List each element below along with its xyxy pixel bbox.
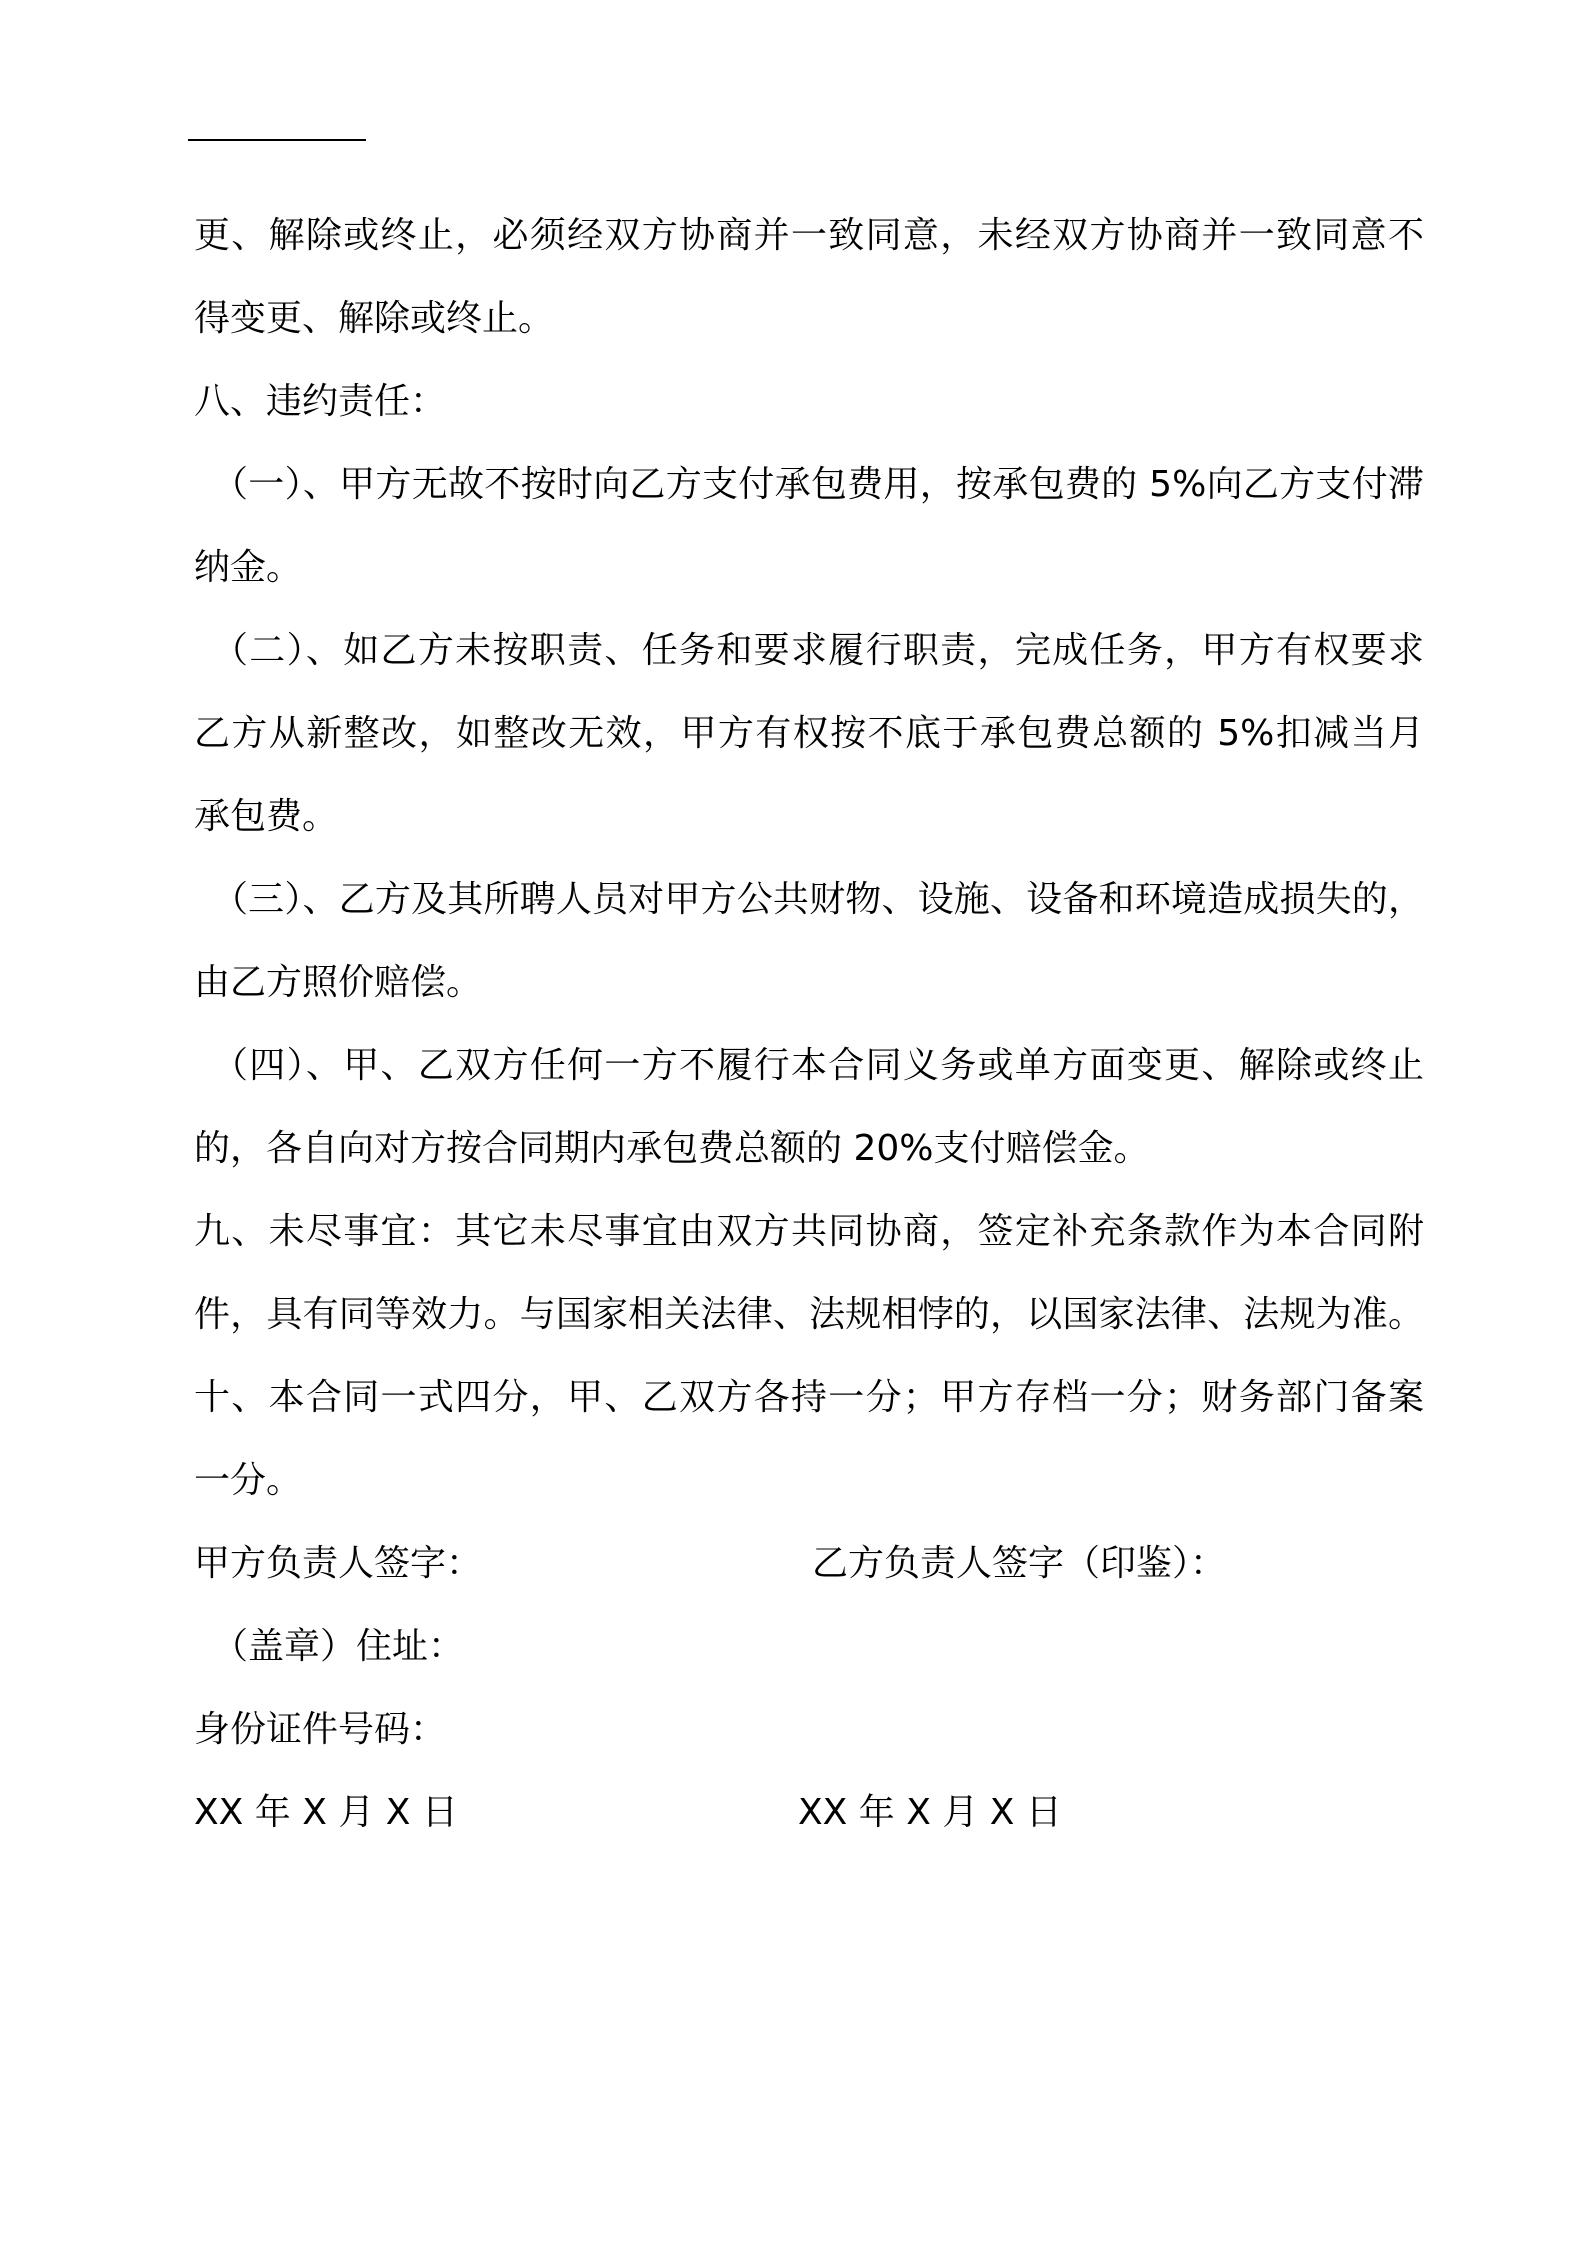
party-b-date: XX 年 X 月 X 日 [798, 1792, 1062, 1833]
paragraph-line: 由乙方照价赔偿。 [194, 962, 483, 1003]
paragraph-line: 得变更、解除或终止。 [194, 298, 555, 339]
document-body [194, 194, 1424, 1854]
party-a-signature-label: 甲方负责人签字： [194, 1543, 483, 1584]
paragraph-line: （一）、甲方无故不按时向乙方支付承包费用，按承包费的 5%向乙方支付滞 [212, 464, 1424, 505]
paragraph-line: 十、本合同一式四分，甲、乙双方各持一分；甲方存档一分；财务部门备案 [194, 1377, 1424, 1418]
paragraph-line: 的，各自向对方按合同期内承包费总额的 20%支付赔偿金。 [194, 1128, 1150, 1169]
paragraph-line: 一分。 [194, 1460, 303, 1501]
signature-row [194, 1522, 1424, 1605]
paragraph-line: 件，具有同等效力。与国家相关法律、法规相悖的，以国家法律、法规为准。 [194, 1294, 1424, 1335]
party-a-date: XX 年 X 月 X 日 [194, 1792, 458, 1833]
paragraph-line: （三）、乙方及其所聘人员对甲方公共财物、设施、设备和环境造成损失的， [212, 879, 1424, 920]
seal-address-label: （盖章）住址： [212, 1626, 465, 1667]
paragraph-line: 九、未尽事宜：其它未尽事宜由双方共同协商，签定补充条款作为本合同附 [194, 1211, 1424, 1252]
section-heading: 八、违约责任： [194, 381, 447, 422]
date-row [194, 1771, 1424, 1854]
paragraph-line: 纳金。 [194, 547, 303, 588]
paragraph-line: 乙方从新整改，如整改无效，甲方有权按不底于承包费总额的 5%扣减当月 [194, 713, 1424, 754]
paragraph-line: 承包费。 [194, 796, 339, 837]
paragraph-line: （四）、甲、乙双方任何一方不履行本合同义务或单方面变更、解除或终止 [212, 1045, 1424, 1086]
paragraph-line: 更、解除或终止，必须经双方协商并一致同意，未经双方协商并一致同意不 [194, 215, 1424, 256]
top-rule [188, 139, 366, 141]
party-b-signature-label: 乙方负责人签字（印鉴）： [812, 1543, 1227, 1584]
paragraph-line: （二）、如乙方未按职责、任务和要求履行职责，完成任务，甲方有权要求 [212, 630, 1424, 671]
id-number-label: 身份证件号码： [194, 1709, 447, 1750]
